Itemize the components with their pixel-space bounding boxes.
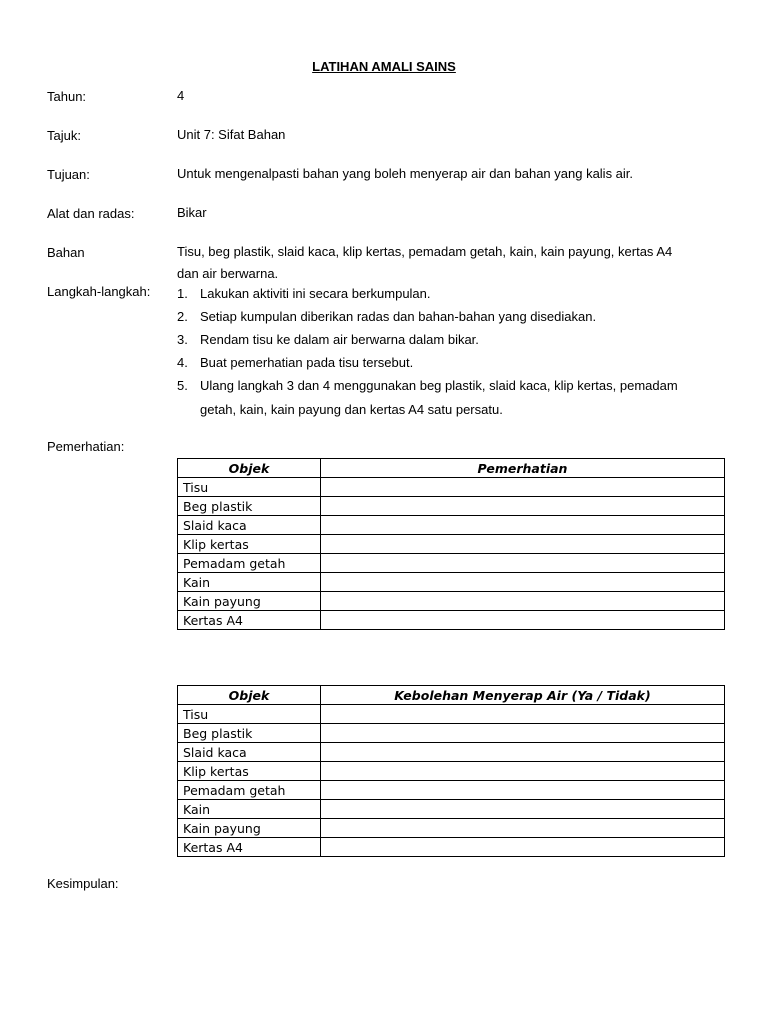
object-cell: Kain payung [178, 819, 321, 838]
observation-cell[interactable] [321, 611, 725, 630]
table-row [178, 554, 725, 573]
step-text: Ulang langkah 3 dan 4 menggunakan beg plastik, slaid kaca, klip kertas, pemadam [200, 378, 678, 393]
object-cell: Kain [178, 800, 321, 819]
table-header-row [178, 459, 725, 478]
absorption-cell[interactable] [321, 819, 725, 838]
table-row [178, 535, 725, 554]
object-cell: Beg plastik [178, 724, 321, 743]
object-cell: Slaid kaca [178, 743, 321, 762]
step-item [177, 328, 737, 351]
step-text-continued: getah, kain, kain payung dan kertas A4 satu persatu. [200, 402, 503, 417]
table-row [178, 838, 725, 857]
observation-cell[interactable] [321, 554, 725, 573]
table-row [178, 592, 725, 611]
step-number: 4. [177, 355, 188, 370]
absorption-table [177, 685, 725, 857]
tahun-label: Tahun: [47, 89, 87, 104]
table-row [178, 478, 725, 497]
observation-cell[interactable] [321, 516, 725, 535]
absorption-cell[interactable] [321, 724, 725, 743]
absorption-cell[interactable] [321, 762, 725, 781]
object-cell: Kain [178, 573, 321, 592]
document-title: LATIHAN AMALI SAINS [312, 59, 456, 74]
pemerhatian-label: Pemerhatian: [47, 439, 125, 454]
step-item [177, 282, 737, 305]
object-cell: Kertas A4 [178, 838, 321, 857]
table-row [178, 573, 725, 592]
kesimpulan-label: Kesimpulan: [47, 876, 119, 891]
tahun-value: 4 [177, 88, 185, 103]
object-cell: Kertas A4 [178, 611, 321, 630]
absorption-cell[interactable] [321, 743, 725, 762]
table-row [178, 724, 725, 743]
tujuan-label: Tujuan: [47, 167, 90, 182]
tujuan-value: Untuk mengenalpasti bahan yang boleh menyerap air dan bahan yang kalis air. [177, 166, 634, 181]
bahan-value [177, 241, 672, 285]
observation-cell[interactable] [321, 535, 725, 554]
steps-list [177, 282, 737, 422]
object-cell: Beg plastik [178, 497, 321, 516]
absorption-cell[interactable] [321, 800, 725, 819]
step-text: Buat pemerhatian pada tisu tersebut. [200, 355, 414, 370]
step-number: 3. [177, 332, 188, 347]
column-header-objek: Objek [178, 459, 321, 478]
observation-cell[interactable] [321, 592, 725, 611]
object-cell: Kain payung [178, 592, 321, 611]
step-text: Lakukan aktiviti ini secara berkumpulan. [200, 286, 431, 301]
observation-cell[interactable] [321, 478, 725, 497]
bahan-label: Bahan [47, 245, 85, 260]
observation-cell[interactable] [321, 573, 725, 592]
object-cell: Klip kertas [178, 762, 321, 781]
step-number: 2. [177, 309, 188, 324]
table-row [178, 497, 725, 516]
object-cell: Tisu [178, 705, 321, 724]
object-cell: Slaid kaca [178, 516, 321, 535]
absorption-cell[interactable] [321, 838, 725, 857]
table-row [178, 819, 725, 838]
step-text: Setiap kumpulan diberikan radas dan bahan-bahan yang disediakan. [200, 309, 597, 324]
bahan-value-line1: Tisu, beg plastik, slaid kaca, klip kertas, pemadam getah, kain, kain payung, kertas A4 [177, 244, 673, 259]
step-text: Rendam tisu ke dalam air berwarna dalam bikar. [200, 332, 479, 347]
step-item [177, 305, 737, 328]
table-row [178, 743, 725, 762]
tajuk-value: Unit 7: Sifat Bahan [177, 127, 286, 142]
object-cell: Pemadam getah [178, 554, 321, 573]
table-row [178, 800, 725, 819]
step-number: 5. [177, 378, 188, 393]
alat-value: Bikar [177, 205, 207, 220]
absorption-cell[interactable] [321, 705, 725, 724]
table-row [178, 762, 725, 781]
column-header-pemerhatian: Pemerhatian [321, 459, 725, 478]
tajuk-label: Tajuk: [47, 128, 81, 143]
object-cell: Pemadam getah [178, 781, 321, 800]
column-header-objek: Objek [178, 686, 321, 705]
observation-cell[interactable] [321, 497, 725, 516]
table-row [178, 516, 725, 535]
object-cell: Tisu [178, 478, 321, 497]
table-row [178, 781, 725, 800]
observation-table [177, 458, 725, 630]
column-header-kebolehan: Kebolehan Menyerap Air (Ya / Tidak) [321, 686, 725, 705]
table-row [178, 705, 725, 724]
step-number: 1. [177, 286, 188, 301]
object-cell: Klip kertas [178, 535, 321, 554]
absorption-cell[interactable] [321, 781, 725, 800]
langkah-label: Langkah-langkah: [47, 284, 151, 299]
bahan-value-line2: dan air berwarna. [177, 266, 279, 281]
step-item [177, 374, 737, 422]
table-header-row [178, 686, 725, 705]
step-item [177, 351, 737, 374]
alat-label: Alat dan radas: [47, 206, 135, 221]
table-row [178, 611, 725, 630]
